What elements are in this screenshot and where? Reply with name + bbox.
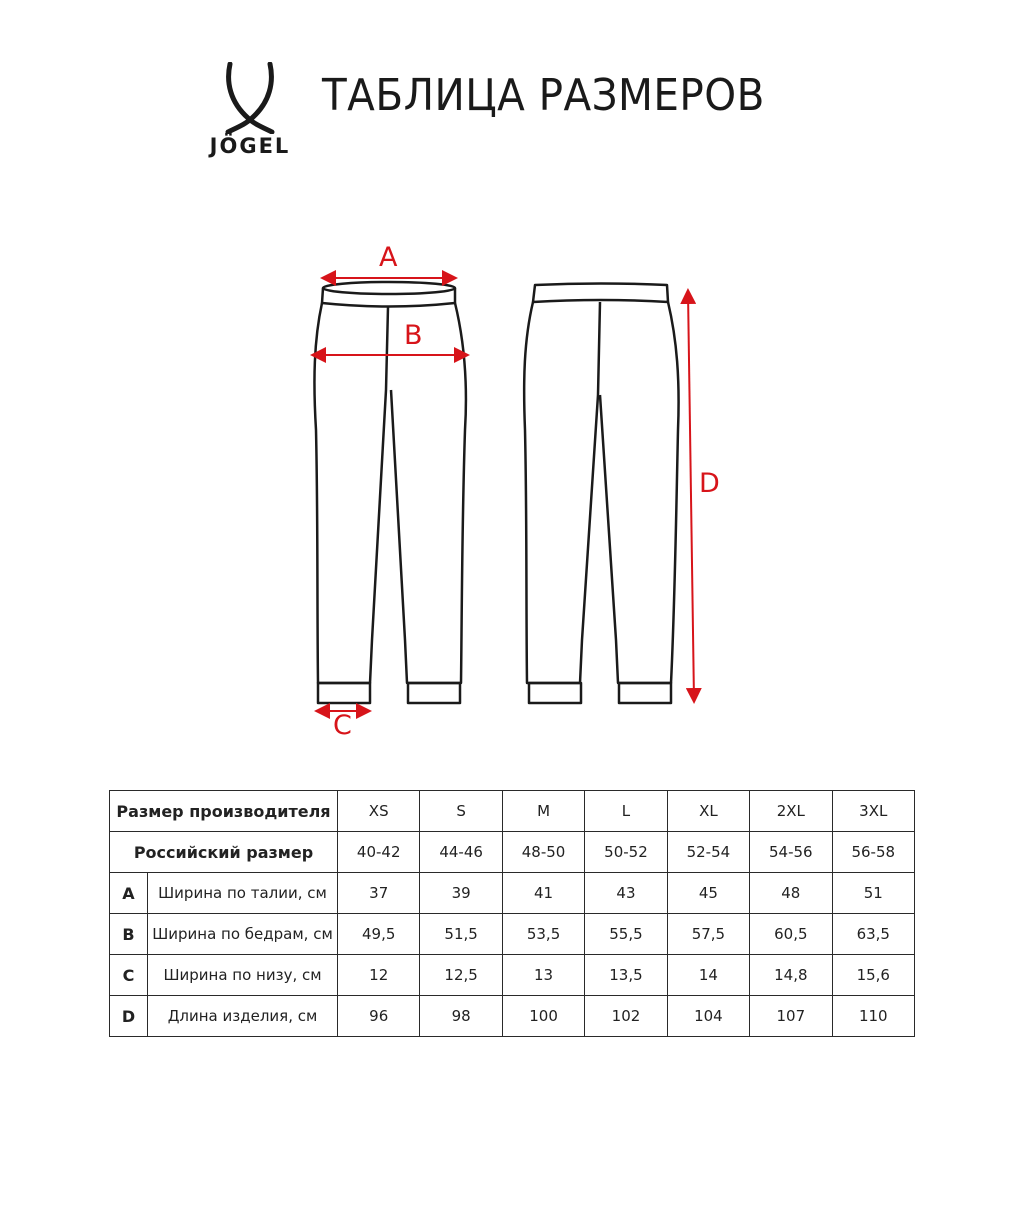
table-cell: 96: [338, 996, 420, 1037]
size-cell: 2XL: [750, 791, 832, 832]
table-cell: 51,5: [420, 914, 502, 955]
table-cell: 14: [667, 955, 749, 996]
table-cell: 14,8: [750, 955, 832, 996]
row-label: Ширина по бедрам, см: [148, 914, 338, 955]
table-cell: 56-58: [832, 832, 914, 873]
dimension-label-a: A: [379, 242, 398, 273]
size-cell: 3XL: [832, 791, 914, 832]
row-label: Российский размер: [110, 832, 338, 873]
size-cell: M: [502, 791, 584, 832]
table-cell: 102: [585, 996, 667, 1037]
table-cell: 55,5: [585, 914, 667, 955]
table-cell: 107: [750, 996, 832, 1037]
table-cell: 98: [420, 996, 502, 1037]
table-cell: 12: [338, 955, 420, 996]
table-row-russian-size: [110, 832, 915, 873]
table-cell: 63,5: [832, 914, 914, 955]
header-cell-label: Размер производителя: [110, 791, 338, 832]
table-cell: 43: [585, 873, 667, 914]
table-cell: 37: [338, 873, 420, 914]
size-table: [109, 790, 915, 1037]
jogel-emblem-icon: [224, 62, 276, 134]
size-cell: S: [420, 791, 502, 832]
table-cell: 48-50: [502, 832, 584, 873]
row-letter: C: [110, 955, 148, 996]
table-cell: 104: [667, 996, 749, 1037]
row-letter: A: [110, 873, 148, 914]
table-cell: 41: [502, 873, 584, 914]
brand-logo: [198, 62, 302, 162]
size-cell: XS: [338, 791, 420, 832]
pants-outline-illustration: [0, 220, 1024, 760]
table-cell: 49,5: [338, 914, 420, 955]
table-cell: 48: [750, 873, 832, 914]
table-cell: 50-52: [585, 832, 667, 873]
size-cell: XL: [667, 791, 749, 832]
table-cell: 12,5: [420, 955, 502, 996]
pants-diagram: [0, 220, 1024, 760]
table-row-hips: [110, 914, 915, 955]
table-row-waist: [110, 873, 915, 914]
dimension-label-b: B: [404, 320, 423, 351]
table-row-manufacturer-size: [110, 791, 915, 832]
dimension-label-c: C: [333, 710, 352, 741]
row-letter: D: [110, 996, 148, 1037]
size-cell: L: [585, 791, 667, 832]
page-title: ТАБЛИЦА РАЗМЕРОВ: [322, 70, 765, 121]
table-cell: 57,5: [667, 914, 749, 955]
table-row-length: [110, 996, 915, 1037]
table-cell: 110: [832, 996, 914, 1037]
table-cell: 53,5: [502, 914, 584, 955]
table-cell: 13: [502, 955, 584, 996]
table-cell: 15,6: [832, 955, 914, 996]
table-cell: 51: [832, 873, 914, 914]
row-label: Ширина по талии, см: [148, 873, 338, 914]
table-row-bottom: [110, 955, 915, 996]
brand-name: JÖGEL: [209, 134, 291, 158]
table-cell: 54-56: [750, 832, 832, 873]
table-cell: 40-42: [338, 832, 420, 873]
row-letter: B: [110, 914, 148, 955]
table-cell: 52-54: [667, 832, 749, 873]
dimension-label-d: D: [699, 468, 720, 499]
row-label: Длина изделия, см: [148, 996, 338, 1037]
table-cell: 13,5: [585, 955, 667, 996]
table-cell: 60,5: [750, 914, 832, 955]
table-cell: 100: [502, 996, 584, 1037]
table-cell: 45: [667, 873, 749, 914]
table-cell: 39: [420, 873, 502, 914]
row-label: Ширина по низу, см: [148, 955, 338, 996]
table-cell: 44-46: [420, 832, 502, 873]
